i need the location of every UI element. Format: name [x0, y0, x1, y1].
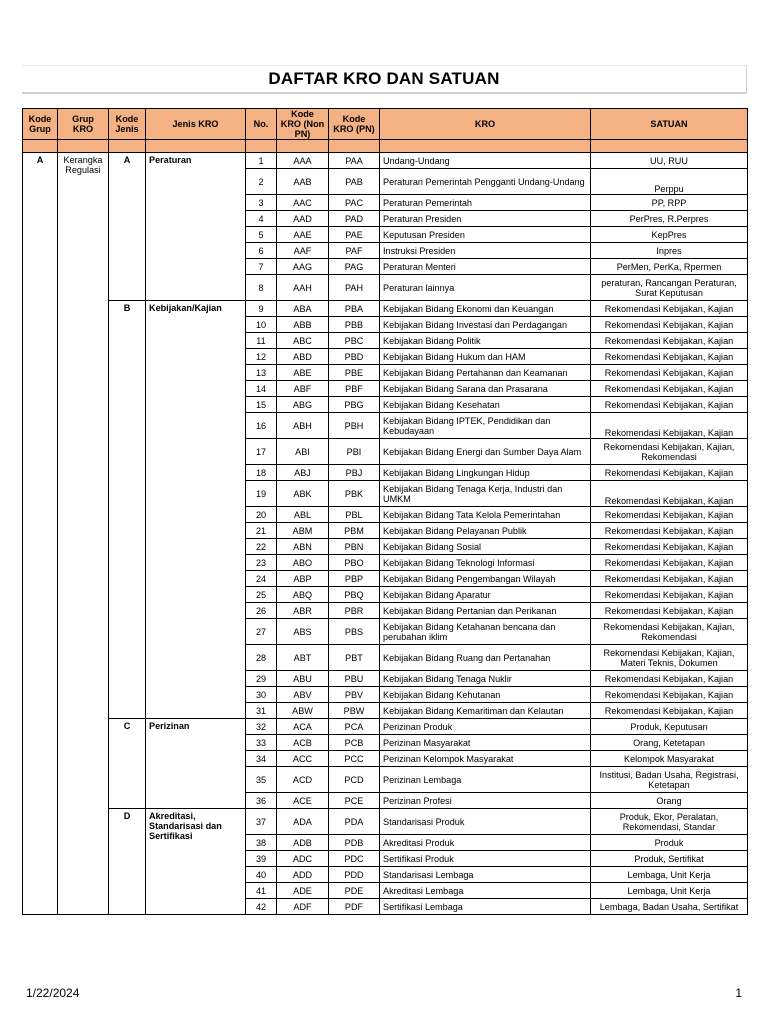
row-kro: Kebijakan Bidang Aparatur [380, 587, 591, 603]
row-satuan: Rekomendasi Kebijakan, Kajian [591, 671, 748, 687]
row-satuan: Kelompok Masyarakat [591, 751, 748, 767]
row-satuan: Rekomendasi Kebijakan, Kajian, Rekomendasi [591, 439, 748, 465]
row-no: 37 [246, 809, 277, 835]
table-body [23, 153, 748, 915]
jenis-code: B [109, 301, 146, 719]
row-kode-pn: PCD [329, 767, 380, 793]
row-kode-non-pn: ABK [277, 481, 329, 507]
row-satuan: Rekomendasi Kebijakan, Kajian [591, 481, 748, 507]
jenis-code: D [109, 809, 146, 915]
group-name: Kerangka Regulasi [58, 153, 109, 915]
row-kode-pn: PAC [329, 195, 380, 211]
row-kro: Kebijakan Bidang Pertanian dan Perikanan [380, 603, 591, 619]
row-kro: Kebijakan Bidang Energi dan Sumber Daya Alam [380, 439, 591, 465]
jenis-name: Akreditasi, Standarisasi dan Sertifikasi [146, 809, 246, 915]
row-satuan: Institusi, Badan Usaha, Registrasi, Ketetapan [591, 767, 748, 793]
row-kro: Kebijakan Bidang Teknologi Informasi [380, 555, 591, 571]
page-title: DAFTAR KRO DAN SATUAN [268, 69, 500, 88]
row-no: 4 [246, 211, 277, 227]
row-kode-pn: PDC [329, 851, 380, 867]
row-satuan: Rekomendasi Kebijakan, Kajian [591, 687, 748, 703]
row-no: 16 [246, 413, 277, 439]
row-satuan: Rekomendasi Kebijakan, Kajian [591, 365, 748, 381]
row-no: 35 [246, 767, 277, 793]
row-no: 8 [246, 275, 277, 301]
row-kro: Kebijakan Bidang Politik [380, 333, 591, 349]
row-kode-non-pn: ABI [277, 439, 329, 465]
row-kode-pn: PBK [329, 481, 380, 507]
row-kro: Akreditasi Lembaga [380, 883, 591, 899]
row-kode-non-pn: ABV [277, 687, 329, 703]
row-kro: Kebijakan Bidang Pelayanan Publik [380, 523, 591, 539]
row-kode-pn: PBE [329, 365, 380, 381]
row-no: 12 [246, 349, 277, 365]
row-no: 2 [246, 169, 277, 195]
row-kro: Perizinan Masyarakat [380, 735, 591, 751]
row-kro: Perizinan Lembaga [380, 767, 591, 793]
header-kro: KRO [380, 109, 591, 140]
row-no: 1 [246, 153, 277, 169]
row-kro: Perizinan Profesi [380, 793, 591, 809]
row-kro: Perizinan Kelompok Masyarakat [380, 751, 591, 767]
row-kode-non-pn: ADD [277, 867, 329, 883]
row-no: 33 [246, 735, 277, 751]
row-kode-pn: PCC [329, 751, 380, 767]
row-kode-pn: PBT [329, 645, 380, 671]
row-satuan: Rekomendasi Kebijakan, Kajian [591, 465, 748, 481]
row-kro: Kebijakan Bidang Sosial [380, 539, 591, 555]
row-kro: Kebijakan Bidang Ketahanan bencana dan perubahan iklim [380, 619, 591, 645]
jenis-name: Peraturan [146, 153, 246, 301]
row-kode-pn: PBD [329, 349, 380, 365]
row-kode-pn: PAF [329, 243, 380, 259]
row-satuan: peraturan, Rancangan Peraturan, Surat Keputusan [591, 275, 748, 301]
footer-date: 1/22/2024 [26, 986, 80, 1000]
row-kro: Standarisasi Lembaga [380, 867, 591, 883]
row-kro: Peraturan lainnya [380, 275, 591, 301]
row-no: 39 [246, 851, 277, 867]
footer-page-number: 1 [735, 986, 742, 1000]
row-kro: Akreditasi Produk [380, 835, 591, 851]
row-kode-non-pn: ABW [277, 703, 329, 719]
jenis-name: Kebijakan/Kajian [146, 301, 246, 719]
row-kode-non-pn: ABC [277, 333, 329, 349]
row-kode-non-pn: ABM [277, 523, 329, 539]
row-kode-pn: PBG [329, 397, 380, 413]
header-kode-pn: Kode KRO (PN) [329, 109, 380, 140]
row-kode-non-pn: ACE [277, 793, 329, 809]
row-satuan: Rekomendasi Kebijakan, Kajian [591, 703, 748, 719]
row-kode-pn: PBP [329, 571, 380, 587]
row-no: 6 [246, 243, 277, 259]
row-no: 5 [246, 227, 277, 243]
row-satuan: KepPres [591, 227, 748, 243]
row-kode-pn: PAE [329, 227, 380, 243]
row-no: 15 [246, 397, 277, 413]
row-kode-non-pn: AAB [277, 169, 329, 195]
row-no: 22 [246, 539, 277, 555]
row-no: 14 [246, 381, 277, 397]
row-no: 7 [246, 259, 277, 275]
row-satuan: Rekomendasi Kebijakan, Kajian [591, 523, 748, 539]
row-satuan: Perppu [591, 169, 748, 195]
table-row [23, 809, 748, 835]
row-no: 38 [246, 835, 277, 851]
row-satuan: Lembaga, Unit Kerja [591, 883, 748, 899]
row-kode-non-pn: ABE [277, 365, 329, 381]
row-kode-pn: PCA [329, 719, 380, 735]
row-kro: Kebijakan Bidang Tata Kelola Pemerintahan [380, 507, 591, 523]
row-no: 27 [246, 619, 277, 645]
row-kode-pn: PBN [329, 539, 380, 555]
row-no: 36 [246, 793, 277, 809]
row-no: 28 [246, 645, 277, 671]
row-satuan: Rekomendasi Kebijakan, Kajian [591, 317, 748, 333]
row-kro: Undang-Undang [380, 153, 591, 169]
header-no: No. [246, 109, 277, 140]
row-no: 23 [246, 555, 277, 571]
row-kode-non-pn: ABP [277, 571, 329, 587]
row-kro: Kebijakan Bidang Sarana dan Prasarana [380, 381, 591, 397]
row-kode-non-pn: ABG [277, 397, 329, 413]
row-no: 25 [246, 587, 277, 603]
row-kode-pn: PDA [329, 809, 380, 835]
row-kode-pn: PBB [329, 317, 380, 333]
row-kode-non-pn: AAA [277, 153, 329, 169]
row-kode-pn: PDD [329, 867, 380, 883]
row-satuan: UU, RUU [591, 153, 748, 169]
row-kode-pn: PCB [329, 735, 380, 751]
title-box [22, 65, 747, 94]
row-kode-pn: PBS [329, 619, 380, 645]
row-satuan: Orang [591, 793, 748, 809]
row-kro: Kebijakan Bidang Investasi dan Perdagangan [380, 317, 591, 333]
row-kro: Kebijakan Bidang Tenaga Nuklir [380, 671, 591, 687]
row-satuan: Rekomendasi Kebijakan, Kajian [591, 301, 748, 317]
row-kode-non-pn: ABL [277, 507, 329, 523]
row-kro: Peraturan Pemerintah [380, 195, 591, 211]
row-kode-non-pn: ADC [277, 851, 329, 867]
row-kode-non-pn: ADB [277, 835, 329, 851]
group-code: A [23, 153, 58, 915]
row-satuan: Produk, Ekor, Peralatan, Rekomendasi, Standar [591, 809, 748, 835]
row-kode-non-pn: ADF [277, 899, 329, 915]
jenis-name: Perizinan [146, 719, 246, 809]
row-kode-pn: PAD [329, 211, 380, 227]
row-kode-non-pn: AAC [277, 195, 329, 211]
header-band [23, 140, 748, 153]
row-no: 10 [246, 317, 277, 333]
row-no: 13 [246, 365, 277, 381]
row-kro: Kebijakan Bidang Tenaga Kerja, Industri dan UMKM [380, 481, 591, 507]
row-kode-pn: PBC [329, 333, 380, 349]
row-no: 21 [246, 523, 277, 539]
row-no: 31 [246, 703, 277, 719]
jenis-code: C [109, 719, 146, 809]
row-kode-pn: PBV [329, 687, 380, 703]
row-satuan: Rekomendasi Kebijakan, Kajian [591, 507, 748, 523]
row-satuan: Rekomendasi Kebijakan, Kajian, Rekomendasi [591, 619, 748, 645]
row-kode-non-pn: ABT [277, 645, 329, 671]
row-kode-non-pn: AAF [277, 243, 329, 259]
row-kode-non-pn: AAE [277, 227, 329, 243]
row-kode-pn: PDE [329, 883, 380, 899]
row-kode-non-pn: ACB [277, 735, 329, 751]
row-kode-non-pn: ABA [277, 301, 329, 317]
row-kro: Kebijakan Bidang Ekonomi dan Keuangan [380, 301, 591, 317]
row-satuan: Inpres [591, 243, 748, 259]
row-satuan: Produk, Sertifikat [591, 851, 748, 867]
row-kode-non-pn: ABD [277, 349, 329, 365]
row-kode-non-pn: AAG [277, 259, 329, 275]
row-kro: Kebijakan Bidang Kesehatan [380, 397, 591, 413]
row-satuan: Produk [591, 835, 748, 851]
row-kro: Kebijakan Bidang Hukum dan HAM [380, 349, 591, 365]
row-kro: Sertifikasi Produk [380, 851, 591, 867]
row-satuan: Lembaga, Unit Kerja [591, 867, 748, 883]
row-kro: Kebijakan Bidang Kemaritiman dan Kelautan [380, 703, 591, 719]
row-no: 24 [246, 571, 277, 587]
row-satuan: Produk, Keputusan [591, 719, 748, 735]
row-no: 40 [246, 867, 277, 883]
row-no: 18 [246, 465, 277, 481]
row-no: 29 [246, 671, 277, 687]
row-kro: Kebijakan Bidang Lingkungan Hidup [380, 465, 591, 481]
row-kode-pn: PAA [329, 153, 380, 169]
row-kro: Kebijakan Bidang IPTEK, Pendidikan dan Kebudayaan [380, 413, 591, 439]
row-satuan: Rekomendasi Kebijakan, Kajian [591, 333, 748, 349]
row-kode-pn: PDB [329, 835, 380, 851]
row-kro: Sertifikasi Lembaga [380, 899, 591, 915]
row-satuan: PP, RPP [591, 195, 748, 211]
kro-table [22, 108, 748, 915]
row-satuan: PerPres, R.Perpres [591, 211, 748, 227]
table-row [23, 301, 748, 317]
row-kro: Kebijakan Bidang Ruang dan Pertanahan [380, 645, 591, 671]
row-no: 34 [246, 751, 277, 767]
row-no: 26 [246, 603, 277, 619]
row-satuan: Rekomendasi Kebijakan, Kajian, Materi Teknis, Dokumen [591, 645, 748, 671]
table-row [23, 153, 748, 169]
header-jenis-kro: Jenis KRO [146, 109, 246, 140]
row-kro: Peraturan Presiden [380, 211, 591, 227]
row-satuan: Rekomendasi Kebijakan, Kajian [591, 539, 748, 555]
row-satuan: Rekomendasi Kebijakan, Kajian [591, 349, 748, 365]
row-kro: Kebijakan Bidang Kehutanan [380, 687, 591, 703]
header-kode-non-pn: Kode KRO (Non PN) [277, 109, 329, 140]
row-no: 30 [246, 687, 277, 703]
row-kode-non-pn: ABO [277, 555, 329, 571]
row-satuan: Rekomendasi Kebijakan, Kajian [591, 397, 748, 413]
row-kro: Standarisasi Produk [380, 809, 591, 835]
row-no: 19 [246, 481, 277, 507]
header-kode-grup: Kode Grup [23, 109, 58, 140]
header-grup-kro: Grup KRO [58, 109, 109, 140]
row-kode-pn: PAG [329, 259, 380, 275]
row-kode-non-pn: ABU [277, 671, 329, 687]
row-kode-non-pn: ABJ [277, 465, 329, 481]
row-kode-non-pn: ABH [277, 413, 329, 439]
row-kode-non-pn: ABQ [277, 587, 329, 603]
row-satuan: PerMen, PerKa, Rpermen [591, 259, 748, 275]
row-satuan: Rekomendasi Kebijakan, Kajian [591, 587, 748, 603]
row-kro: Kebijakan Bidang Pertahanan dan Keamanan [380, 365, 591, 381]
row-kode-non-pn: ABS [277, 619, 329, 645]
row-kode-pn: PBL [329, 507, 380, 523]
row-kode-pn: PBJ [329, 465, 380, 481]
row-kode-non-pn: ABF [277, 381, 329, 397]
row-kode-pn: PAH [329, 275, 380, 301]
row-satuan: Rekomendasi Kebijakan, Kajian [591, 603, 748, 619]
row-kode-non-pn: AAD [277, 211, 329, 227]
row-satuan: Orang, Ketetapan [591, 735, 748, 751]
row-satuan: Rekomendasi Kebijakan, Kajian [591, 381, 748, 397]
row-no: 41 [246, 883, 277, 899]
row-no: 9 [246, 301, 277, 317]
row-no: 11 [246, 333, 277, 349]
row-kode-pn: PBA [329, 301, 380, 317]
row-kode-pn: PBU [329, 671, 380, 687]
row-kro: Kebijakan Bidang Pengembangan Wilayah [380, 571, 591, 587]
row-kode-non-pn: ADE [277, 883, 329, 899]
header-satuan: SATUAN [591, 109, 748, 140]
row-kode-pn: PDF [329, 899, 380, 915]
row-satuan: Rekomendasi Kebijakan, Kajian [591, 555, 748, 571]
table-row [23, 719, 748, 735]
row-kode-pn: PBW [329, 703, 380, 719]
row-kode-non-pn: AAH [277, 275, 329, 301]
row-no: 20 [246, 507, 277, 523]
row-satuan: Rekomendasi Kebijakan, Kajian [591, 413, 748, 439]
row-kode-non-pn: ADA [277, 809, 329, 835]
row-kode-non-pn: ACA [277, 719, 329, 735]
row-kode-non-pn: ABN [277, 539, 329, 555]
row-kode-pn: PBM [329, 523, 380, 539]
row-no: 42 [246, 899, 277, 915]
row-kro: Perizinan Produk [380, 719, 591, 735]
row-kode-non-pn: ACD [277, 767, 329, 793]
row-no: 32 [246, 719, 277, 735]
row-satuan: Lembaga, Badan Usaha, Sertifikat [591, 899, 748, 915]
row-satuan: Rekomendasi Kebijakan, Kajian [591, 571, 748, 587]
row-kro: Peraturan Menteri [380, 259, 591, 275]
row-kode-non-pn: ACC [277, 751, 329, 767]
row-kode-pn: PAB [329, 169, 380, 195]
row-kode-pn: PBO [329, 555, 380, 571]
row-kode-pn: PCE [329, 793, 380, 809]
row-kode-pn: PBQ [329, 587, 380, 603]
row-kode-pn: PBF [329, 381, 380, 397]
header-row [23, 109, 748, 140]
row-kode-non-pn: ABR [277, 603, 329, 619]
row-kode-pn: PBH [329, 413, 380, 439]
row-kode-pn: PBI [329, 439, 380, 465]
header-kode-jenis: Kode Jenis [109, 109, 146, 140]
jenis-code: A [109, 153, 146, 301]
row-kro: Instruksi Presiden [380, 243, 591, 259]
row-kode-non-pn: ABB [277, 317, 329, 333]
row-kro: Peraturan Pemerintah Pengganti Undang-Undang [380, 169, 591, 195]
row-kode-pn: PBR [329, 603, 380, 619]
row-no: 17 [246, 439, 277, 465]
row-no: 3 [246, 195, 277, 211]
row-kro: Keputusan Presiden [380, 227, 591, 243]
